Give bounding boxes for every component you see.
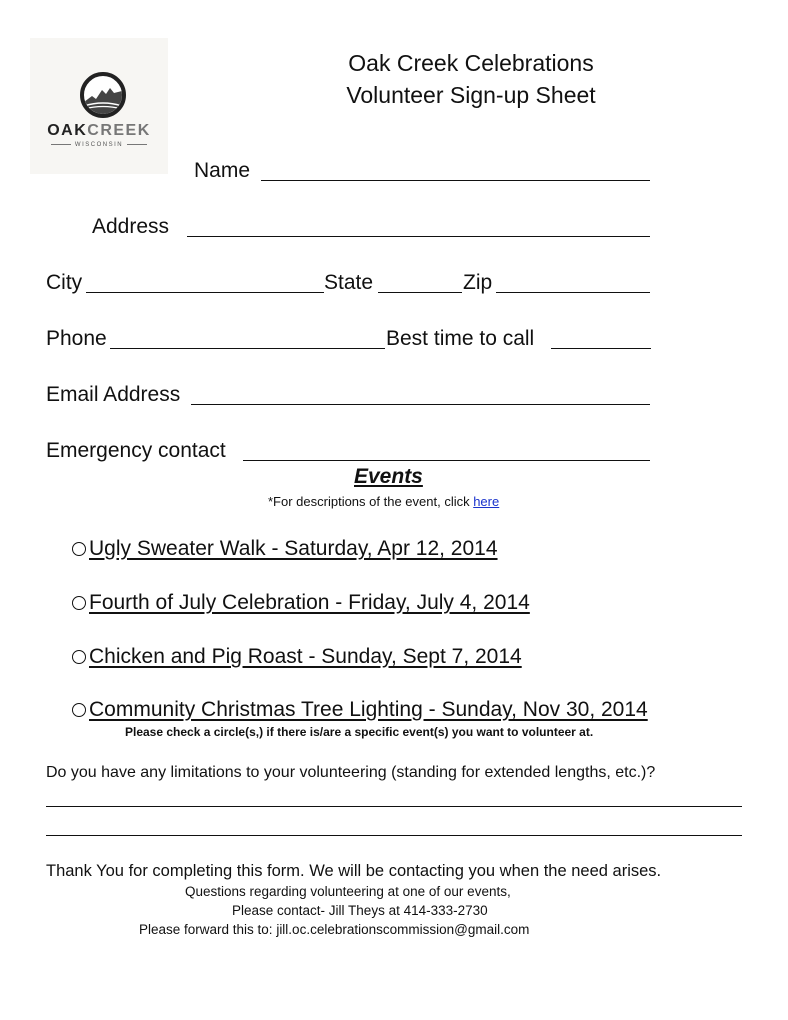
event-option[interactable] <box>72 645 522 669</box>
event-label: Chicken and Pig Roast - Sunday, Sept 7, 2014 <box>89 645 522 668</box>
tree-landscape-icon <box>80 72 126 118</box>
phone-field[interactable] <box>110 348 385 349</box>
oak-creek-logo <box>30 38 168 174</box>
event-option[interactable] <box>72 698 648 722</box>
zip-label: Zip <box>463 271 493 294</box>
emergency-contact-label: Emergency contact <box>46 439 226 462</box>
events-description-link[interactable]: here <box>473 494 500 509</box>
address-field[interactable] <box>187 236 650 237</box>
event-option[interactable] <box>72 591 530 615</box>
events-note: *For descriptions of the event, click here <box>268 494 500 509</box>
thank-you-text: Thank You for completing this form. We will be contacting you when the need arises. <box>46 862 662 880</box>
state-field[interactable] <box>378 292 462 293</box>
zip-field[interactable] <box>496 292 650 293</box>
radio-circle[interactable] <box>72 596 86 610</box>
page-title-line2: Volunteer Sign-up Sheet <box>346 82 596 108</box>
limitations-field-line-2[interactable] <box>46 835 742 836</box>
event-label: Ugly Sweater Walk - Saturday, Apr 12, 2014 <box>89 537 498 560</box>
event-option[interactable] <box>72 537 498 561</box>
radio-circle[interactable] <box>72 703 86 717</box>
event-label: Community Christmas Tree Lighting - Sunday, Nov 30, 2014 <box>89 698 648 721</box>
radio-circle[interactable] <box>72 650 86 664</box>
limitations-question: Do you have any limitations to your volunteering (standing for extended lengths, etc.)? <box>46 764 656 781</box>
emergency-contact-field[interactable] <box>243 460 650 461</box>
forward-text: Please forward this to: jill.oc.celebrationscommission@gmail.com <box>139 922 530 937</box>
state-label: State <box>324 271 374 294</box>
best-time-field[interactable] <box>551 348 651 349</box>
event-label: Fourth of July Celebration - Friday, July 4, 2014 <box>89 591 530 614</box>
email-label: Email Address <box>46 383 181 406</box>
events-heading: Events <box>354 465 423 488</box>
questions-text: Questions regarding volunteering at one of our events, <box>185 884 511 899</box>
email-field[interactable] <box>191 404 650 405</box>
limitations-field-line-1[interactable] <box>46 806 742 807</box>
event-instruction: Please check a circle(s,) if there is/are a specific event(s) you want to volunteer at. <box>125 725 594 739</box>
logo-subtitle: WISCONSIN <box>30 142 168 148</box>
page-title-line1: Oak Creek Celebrations <box>348 50 594 76</box>
address-label: Address <box>92 215 170 238</box>
best-time-label: Best time to call <box>386 327 535 350</box>
contact-text: Please contact- Jill Theys at 414-333-2730 <box>232 903 488 918</box>
radio-circle[interactable] <box>72 542 86 556</box>
phone-label: Phone <box>46 327 107 350</box>
city-field[interactable] <box>86 292 324 293</box>
name-field[interactable] <box>261 180 650 181</box>
city-label: City <box>46 271 83 294</box>
name-label: Name <box>194 159 251 182</box>
logo-wordmark: OAKCREEK <box>47 122 151 139</box>
